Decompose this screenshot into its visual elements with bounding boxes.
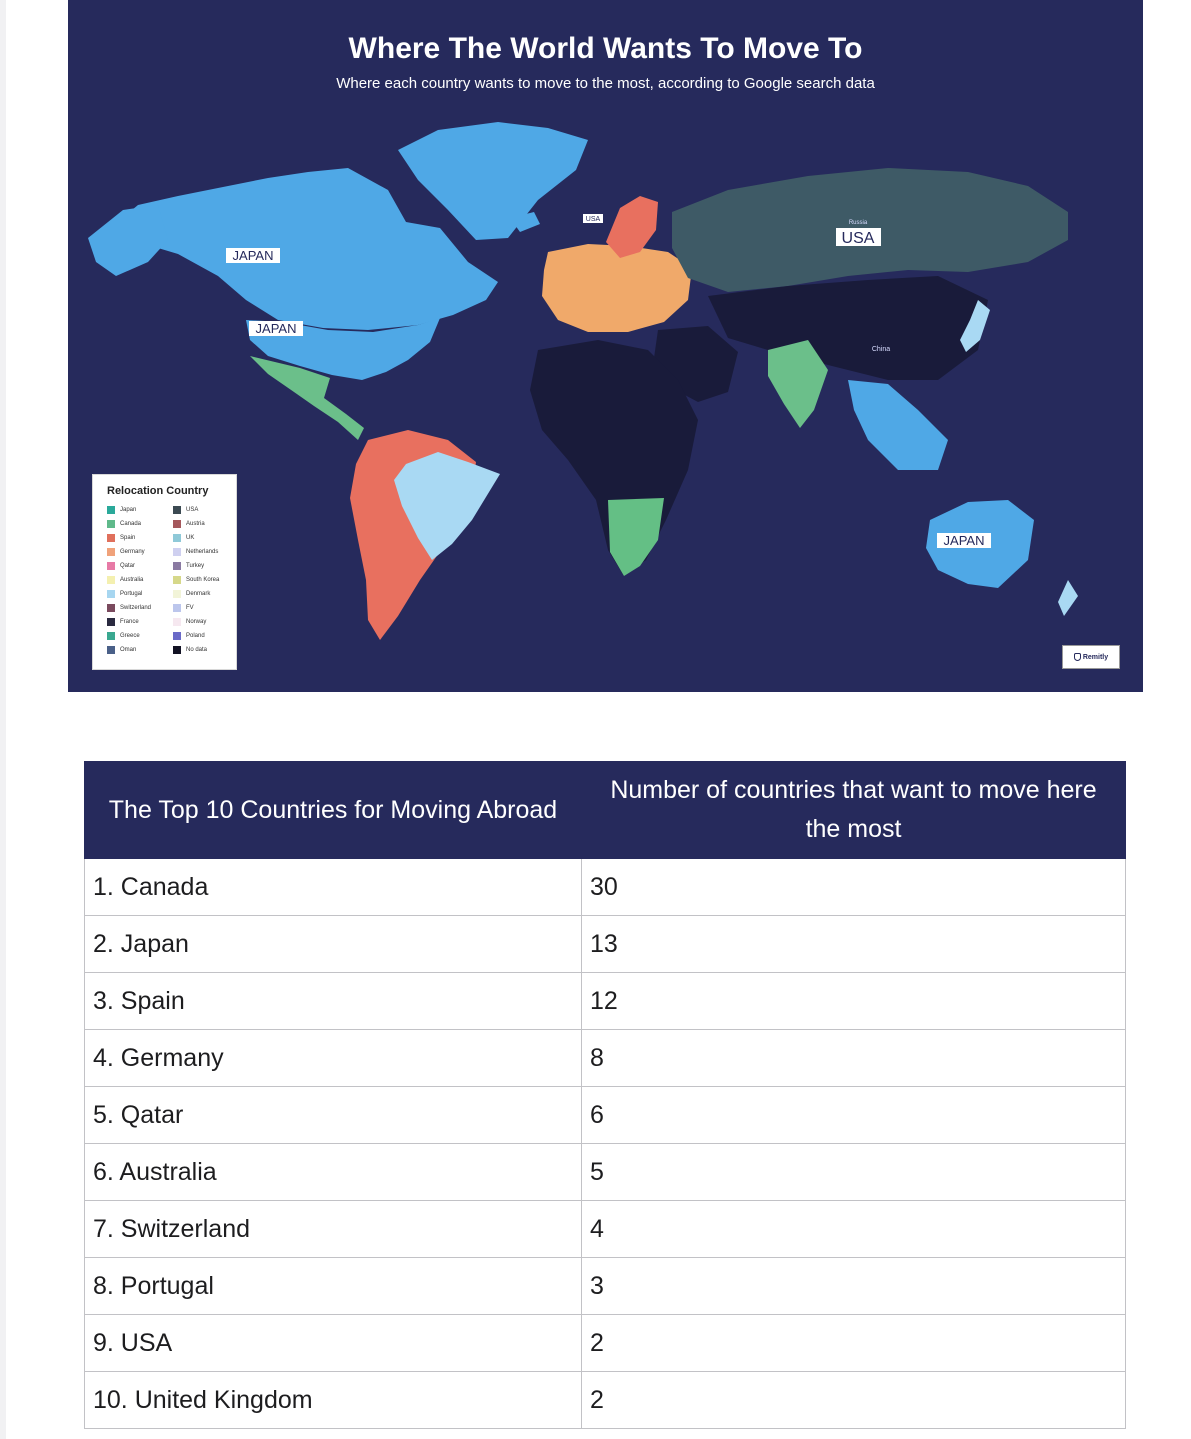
southern-africa-shape xyxy=(608,498,664,576)
legend-swatch xyxy=(107,506,115,514)
legend-label: Oman xyxy=(120,646,137,653)
legend-swatch xyxy=(107,632,115,640)
legend-title: Relocation Country xyxy=(107,485,209,497)
legend-swatch xyxy=(107,604,115,612)
legend-grid xyxy=(107,504,228,655)
row-count: 8 xyxy=(582,1030,1126,1087)
table-row xyxy=(85,1030,1126,1087)
row-country: 10. United Kingdom xyxy=(85,1372,582,1429)
legend-label: Greece xyxy=(120,632,140,639)
legend-item xyxy=(173,588,239,599)
legend-swatch xyxy=(173,534,181,542)
row-count: 3 xyxy=(582,1258,1126,1315)
legend-label: Germany xyxy=(120,548,145,555)
legend-swatch xyxy=(107,590,115,598)
legend-label: Spain xyxy=(120,534,136,541)
legend-swatch xyxy=(173,576,181,584)
legend-item xyxy=(107,504,173,515)
row-country: 5. Qatar xyxy=(85,1087,582,1144)
legend-label: No data xyxy=(186,646,208,653)
remitly-shield-icon xyxy=(1074,653,1081,661)
map-subtitle: Where each country wants to move to the most, according to Google search data xyxy=(336,75,875,92)
legend-item xyxy=(107,532,173,543)
legend-item xyxy=(173,630,239,641)
table-row xyxy=(85,1144,1126,1201)
legend-label: Qatar xyxy=(120,562,136,569)
legend-swatch xyxy=(173,646,181,654)
legend-swatch xyxy=(107,576,115,584)
legend-label: Portugal xyxy=(120,590,143,597)
legend-label: France xyxy=(120,618,139,625)
legend-item xyxy=(173,532,239,543)
table-row xyxy=(85,859,1126,916)
row-count: 30 xyxy=(582,859,1126,916)
table-row xyxy=(85,1087,1126,1144)
greenland-shape xyxy=(398,122,588,240)
legend-item xyxy=(107,616,173,627)
legend-label: Turkey xyxy=(186,562,205,569)
page-edge xyxy=(0,0,6,1439)
table-header-row xyxy=(85,762,1126,859)
legend-swatch xyxy=(107,562,115,570)
legend-item xyxy=(107,588,173,599)
table-row xyxy=(85,1372,1126,1429)
legend-swatch xyxy=(107,548,115,556)
legend-label: Switzerland xyxy=(120,604,152,611)
legend-swatch xyxy=(173,590,181,598)
legend-item xyxy=(173,574,239,585)
row-country: 1. Canada xyxy=(85,859,582,916)
legend-swatch xyxy=(173,632,181,640)
row-country: 3. Spain xyxy=(85,973,582,1030)
scandinavia-shape xyxy=(606,196,658,258)
map-title: Where The World Wants To Move To xyxy=(348,32,863,65)
legend-swatch xyxy=(173,520,181,528)
row-count: 6 xyxy=(582,1087,1126,1144)
legend-label: Denmark xyxy=(186,590,211,597)
legend-item xyxy=(173,644,239,655)
top-countries-table xyxy=(84,761,1126,1429)
legend-swatch xyxy=(173,618,181,626)
southeast-asia-shape xyxy=(848,380,948,470)
legend-item xyxy=(107,630,173,641)
label-canada: JAPAN xyxy=(232,248,274,263)
row-count: 5 xyxy=(582,1144,1126,1201)
legend-swatch xyxy=(173,506,181,514)
europe-shape xyxy=(542,244,692,332)
legend-label: UK xyxy=(186,534,195,541)
legend-item xyxy=(107,644,173,655)
header-count: Number of countries that want to move here the most xyxy=(582,762,1126,859)
legend-label: FV xyxy=(186,604,194,611)
table-row xyxy=(85,916,1126,973)
legend-item xyxy=(173,504,239,515)
table-row xyxy=(85,973,1126,1030)
legend-item xyxy=(173,602,239,613)
label-russia-name: Russia xyxy=(848,220,868,226)
legend-swatch xyxy=(107,618,115,626)
label-iceland: USA xyxy=(585,216,601,223)
table-row xyxy=(85,1201,1126,1258)
row-count: 13 xyxy=(582,916,1126,973)
legend-swatch xyxy=(107,520,115,528)
legend-label: Canada xyxy=(120,520,142,527)
legend-swatch xyxy=(173,548,181,556)
legend-item xyxy=(107,560,173,571)
legend-label: Austria xyxy=(186,520,205,527)
legend-item xyxy=(107,546,173,557)
row-country: 7. Switzerland xyxy=(85,1201,582,1258)
label-china: China xyxy=(871,346,891,353)
row-count: 4 xyxy=(582,1201,1126,1258)
row-country: 9. USA xyxy=(85,1315,582,1372)
legend-swatch xyxy=(107,646,115,654)
legend-label: South Korea xyxy=(186,576,220,583)
legend-item xyxy=(107,602,173,613)
new-zealand-shape xyxy=(1058,580,1078,616)
remitly-logo xyxy=(1062,645,1120,669)
legend-label: Netherlands xyxy=(186,548,219,555)
row-country: 4. Germany xyxy=(85,1030,582,1087)
alaska-shape xyxy=(88,205,168,276)
legend-label: USA xyxy=(186,506,199,513)
legend-item xyxy=(173,546,239,557)
legend-swatch xyxy=(107,534,115,542)
legend-swatch xyxy=(173,604,181,612)
legend-item xyxy=(107,574,173,585)
legend-label: Poland xyxy=(186,632,205,639)
legend-label: Japan xyxy=(120,506,137,513)
row-count: 2 xyxy=(582,1315,1126,1372)
row-country: 8. Portugal xyxy=(85,1258,582,1315)
remitly-logo-text: Remitly xyxy=(1082,653,1109,661)
map-legend xyxy=(92,474,237,670)
row-country: 6. Australia xyxy=(85,1144,582,1201)
legend-label: Norway xyxy=(186,618,207,625)
legend-item xyxy=(173,616,239,627)
label-australia: JAPAN xyxy=(943,533,985,548)
table-row xyxy=(85,1315,1126,1372)
legend-item xyxy=(173,560,239,571)
world-map-infographic xyxy=(68,0,1143,692)
legend-item xyxy=(107,518,173,529)
table-row xyxy=(85,1258,1126,1315)
header-countries: The Top 10 Countries for Moving Abroad xyxy=(85,762,582,859)
row-country: 2. Japan xyxy=(85,916,582,973)
row-count: 12 xyxy=(582,973,1126,1030)
label-usa: JAPAN xyxy=(255,321,297,336)
legend-label: Australia xyxy=(120,576,144,583)
legend-item xyxy=(173,518,239,529)
legend-swatch xyxy=(173,562,181,570)
label-russia: USA xyxy=(841,230,875,247)
asia-shape xyxy=(708,276,988,380)
row-count: 2 xyxy=(582,1372,1126,1429)
